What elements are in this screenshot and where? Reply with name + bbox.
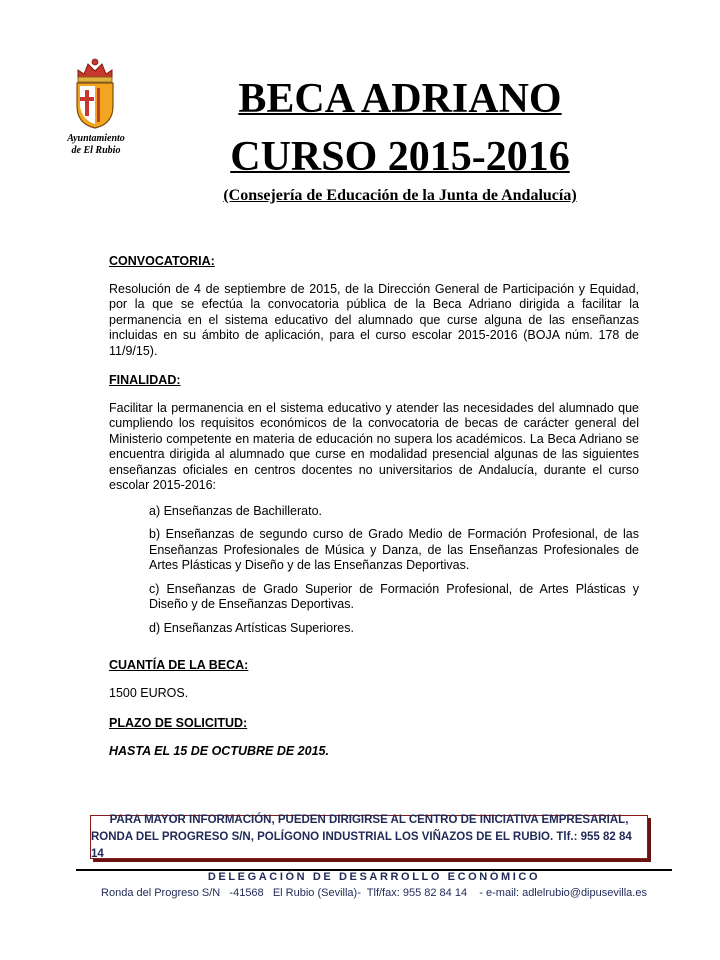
cuantia-heading: CUANTÍA DE LA BECA: — [109, 658, 249, 672]
convocatoria-text: Resolución de 4 de septiembre de 2015, de la Dirección General de Participación y Equidad, por la que se efectúa la convocatoria pública de la Beca Adriano dirigida a facilitar la permanencia en el sistema educativo del alumnado que curse alguna de las enseñanzas incluidas en su ámbito de aplicación, para el curso escolar 2015-2016 (BOJA núm. 178 de 11/9/15). — [109, 281, 639, 358]
list-item: a) Enseñanzas de Bachillerato. — [149, 503, 323, 518]
town-crest-icon — [70, 58, 120, 130]
footer-title: DELEGACIÓN DE DESARROLLO ECONÓMICO — [207, 871, 541, 883]
page-subtitle: (Consejería de Educación de la Junta de Andalucía) — [223, 187, 577, 204]
cuantia-amount: 1500 EUROS. — [109, 685, 189, 700]
course-title: CURSO 2015-2016 — [230, 134, 570, 180]
finalidad-text: Facilitar la permanencia en el sistema educativo y atender las necesidades del alumnado que cumpliendo los requisitos económicos de la convocatoria de becas de carácter general del Ministerio competente en materia de educación no supera los académicos. La Beca Adriano se encuentra dirigida al alumnado que curse en modalidad presencial algunas de las siguientes enseñanzas oficiales en centros docentes no universitarios de Andalucía, durante el curso escolar 2015-2016: — [109, 400, 639, 492]
crest-caption — [56, 133, 136, 157]
list-item: c) Enseñanzas de Grado Superior de Formación Profesional, de Artes Plásticas y Diseño y de Enseñanzas Deportivas. — [149, 581, 639, 611]
convocatoria-heading: CONVOCATORIA: — [109, 254, 215, 268]
info-line-1: PARA MAYOR INFORMACIÓN, PUEDEN DIRIGIRSE AL CENTRO DE INICIATIVA EMPRESARIAL, — [109, 813, 629, 826]
document-body — [109, 254, 639, 759]
list-item: b) Enseñanzas de segundo curso de Grado Medio de Formación Profesional, de las Enseñanzas Profesionales de Música y Danza, de las Enseñanzas Profesionales de Artes Plásticas y Diseño y de las Enseñanzas Deportivas. — [149, 527, 639, 572]
finalidad-heading: FINALIDAD: — [109, 373, 181, 387]
info-box — [90, 815, 648, 859]
list-item: d) Enseñanzas Artísticas Superiores. — [149, 620, 354, 635]
plazo-heading: PLAZO DE SOLICITUD: — [109, 716, 248, 730]
info-line-2: RONDA DEL PROGRESO S/N, POLÍGONO INDUSTRIAL LOS VIÑAZOS DE EL RUBIO. Tlf.: 955 82 84 14 — [91, 830, 632, 860]
footer-contact: Ronda del Progreso S/N -41568 El Rubio (Sevilla)- Tlf/fax: 955 82 84 14 - e-mail: adlelrubio@dipusevilla.es — [101, 887, 647, 899]
crest-caption-line1: Ayuntamiento — [67, 133, 125, 144]
crest-caption-line2: de El Rubio — [71, 145, 121, 156]
page-title: BECA ADRIANO — [238, 76, 562, 122]
enseñanzas-list — [109, 504, 639, 637]
plazo-deadline: HASTA EL 15 DE OCTUBRE DE 2015. — [109, 743, 329, 758]
